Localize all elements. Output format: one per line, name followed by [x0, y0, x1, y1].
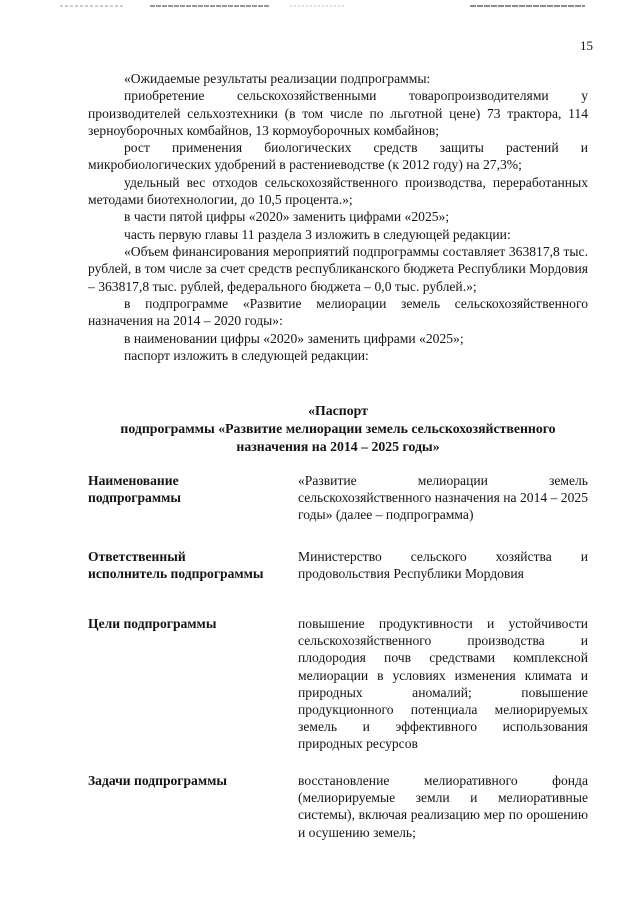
- paragraph-equipment-purchase: приобретение сельскохозяйственными товаропроизводителями у производителей сельхозтехники (в том числе по льготной цене) 73 трактора, 114 зерноуборочных комбайнов, 13 кормоуборочных комбайнов;: [88, 88, 588, 138]
- scan-artifact: [0, 0, 640, 10]
- passport-value: «Развитие мелиорации земель сельскохозяйственного назначения на 2014 – 2025 годы» (далее – подпрограмма): [298, 473, 588, 523]
- paragraph-part-five: в части пятой цифры «2020» заменить цифрами «2025»;: [124, 209, 450, 225]
- paragraph-bio-protection: рост применения биологических средств защиты растений и микробиологических удобрений в растениеводстве (к 2012 году) на 27,3%;: [88, 140, 588, 173]
- passport-title-line: подпрограммы «Развитие мелиорации земель сельскохозяйственного: [120, 421, 556, 436]
- paragraph-name-change: в наименовании цифры «2020» заменить цифрами «2025»;: [124, 330, 464, 346]
- paragraph-passport-edition: паспорт изложить в следующей редакции:: [124, 347, 369, 363]
- page-number: 15: [580, 38, 593, 53]
- passport-value: повышение продуктивности и устойчивости сельскохозяйственного производства и плодородия почв средствами комплексной мелиорации в условиях изменения климата и природных аномалий; повышение продукционного потенциала мелиорируемых земель и эффективного использования природных ресурсов: [298, 616, 588, 752]
- passport-label: Цели подпрограммы: [88, 616, 217, 631]
- passport-title-line: назначения на 2014 – 2025 годы»: [236, 439, 440, 454]
- passport-title: [88, 402, 588, 456]
- passport-title-line: «Паспорт: [308, 403, 368, 418]
- passport-label: Наименование подпрограммы: [88, 473, 181, 506]
- paragraph-financing: «Объем финансирования мероприятий подпрограммы составляет 363817,8 тыс. рублей, в том числе за счет средств республиканского бюджета Республики Мордовия – 363817,8 тыс. рублей, федерального бюджета – 0,0 тыс. рублей.»;: [88, 244, 588, 294]
- paragraph-expected-results: «Ожидаемые результаты реализации подпрограммы:: [124, 71, 431, 86]
- passport-label: Ответственный исполнитель подпрограммы: [88, 549, 264, 582]
- paragraph-chapter-11: часть первую главы 11 раздела 3 изложить в следующей редакции:: [124, 226, 511, 242]
- passport-value: Министерство сельского хозяйства и продовольствия Республики Мордовия: [298, 549, 588, 582]
- body-text: [88, 70, 588, 364]
- paragraph-melioration-subprogram: в подпрограмме «Развитие мелиорации земель сельскохозяйственного назначения на 2014 – 2020 годы»:: [88, 295, 588, 329]
- paragraph-waste-share: удельный вес отходов сельскохозяйственного производства, переработанных методами биотехнологии, до 10,5 процента.»;: [88, 174, 588, 207]
- passport-label: Задачи подпрограммы: [88, 773, 227, 788]
- passport-value: восстановление мелиоративного фонда (мелиорируемые земли и мелиоративные системы), включая реализацию мер по орошению и осушению земель;: [298, 773, 588, 840]
